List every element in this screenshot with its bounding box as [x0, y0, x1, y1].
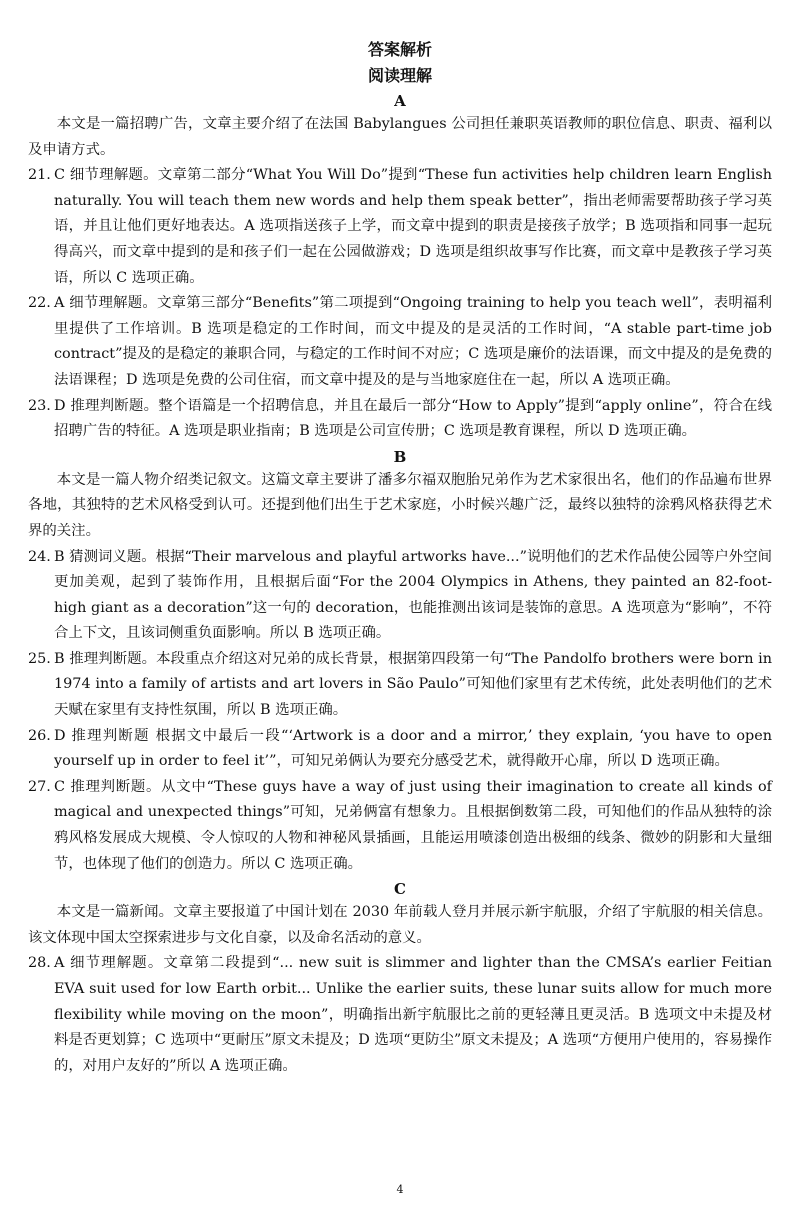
question-number: 22.: [28, 295, 51, 312]
answer-item-24: [28, 545, 772, 647]
section-heading-c: C: [394, 880, 406, 899]
question-number: 27.: [28, 778, 51, 795]
section-heading-b: B: [393, 447, 407, 466]
answer-item-27: [28, 775, 772, 877]
question-number: 28.: [28, 955, 51, 972]
section-heading-a: A: [394, 92, 406, 110]
page-title: 答案解析: [367, 40, 432, 59]
section-intro-a: 本文是一篇招聘广告，文章主要介绍了在法国 Babylangues 公司担任兼职英语教师的职位信息、职责、福利以及申请方式。: [28, 116, 772, 158]
answer-text: A 细节理解题。文章第三部分“Benefits”第二项提到“Ongoing training to help you teach well”，表明福利里提供了工作培训。B 选项是稳定的工作时间，而文中提及的是灵活的工作时间，“A stable part-time job contract”提及的是稳定的兼职合同，与稳定的工作时间不对应；C 选项是廉价的法语课，而文中提及的是免费的法语课程；D 选项是免费的公司住宿，而文章中提及的是与当地家庭住在一起，所以 A 选项正确。: [54, 295, 772, 388]
question-number: 24.: [28, 548, 51, 565]
answer-item-22: [28, 291, 772, 393]
answer-item-25: [28, 647, 772, 724]
question-number: 23.: [28, 397, 51, 414]
question-number: 26.: [28, 727, 51, 744]
document-body: [0, 90, 800, 1079]
answer-text: D 推理判断题。整个语篇是一个招聘信息，并且在最后一部分“How to Apply”提到“apply online”，符合在线招聘广告的特征。A 选项是职业指南；B 选项是公司宣传册；C 选项是教育课程，所以 D 选项正确。: [54, 397, 772, 440]
answer-text: B 推理判断题。本段重点介绍这对兄弟的成长背景，根据第四段第一句“The Pandolfo brothers were born in 1974 into a family of artists and art lovers in São Paulo”可知他们家里有艺术传统，此处表明他们的艺术天赋在家里有支持性氛围，所以 B 选项正确。: [54, 650, 772, 719]
question-number: 25.: [28, 650, 51, 667]
answer-item-21: [28, 163, 772, 291]
page-number: 4: [396, 1183, 404, 1196]
answer-text: D 推理判断题 根据文中最后一段“‘Artwork is a door and a mirror,’ they explain, ‘you have to open yourself up in order to feel it’”，可知兄弟俩认为要充分感受艺术，就得敞开心扉，所以 D 选项正确。: [54, 727, 772, 770]
answer-text: B 猜测词义题。根据“Their marvelous and playful artworks have...”说明他们的艺术作品使公园等户外空间更加美观，起到了装饰作用，且根据后面“For the 2004 Olympics in Athens, they painted an 82-foot-high giant as a decoration”这一句的 decoration，也能推测出该词是装饰的意思。A 选项意为“影响”，不符合上下文，且该词侧重负面影响。所以 B 选项正确。: [54, 548, 772, 642]
section-intro-c: 本文是一篇新闻。文章主要报道了中国计划在 2030 年前载人登月并展示新宇航服，介绍了宇航服的相关信息。该文体现中国太空探索进步与文化自豪，以及命名活动的意义。: [28, 904, 772, 946]
answer-text: C 细节理解题。文章第二部分“What You Will Do”提到“These fun activities help children learn English naturally. You will teach them new words and help them speak better”，指出老师需要帮助孩子学习英语，并且让他们更好地表达。A 选项指送孩子上学，而文章中提到的职责是接孩子放学；B 选项指和同事一起玩得高兴，而文章中提到的是和孩子们一起在公园做游戏；D 选项是组织故事写作比赛，而文章中是教孩子学习英语，所以 C 选项正确。: [54, 167, 772, 286]
answer-text: A 细节理解题。文章第二段提到“... new suit is slimmer and lighter than the CMSA’s earlier Feitian EVA suit used for low Earth orbit... Unlike the earlier suits, these lunar suits allow for much more flexibility while moving on the moon”，明确指出新宇航服比之前的更轻薄且更灵活。B 选项文中未提及材料是否更划算；C 选项中“更耐压”原文未提及；D 选项“更防尘”原文未提及；A 选项“方便用户使用的，容易操作的，对用户友好的”所以 A 选项正确。: [54, 955, 772, 1074]
section-intro-b: 本文是一篇人物介绍类记叙文。这篇文章主要讲了潘多尔福双胞胎兄弟作为艺术家很出名，他们的作品遍布世界各地，其独特的艺术风格受到认可。还提到他们出生于艺术家庭，小时候兴趣广泛，最终以独特的涂鸦风格获得艺术界的关注。: [28, 471, 772, 539]
answer-text: C 推理判断题。从文中“These guys have a way of just using their imagination to create all kinds of magical and unexpected things”可知，兄弟俩富有想象力。且根据倒数第二段，可知他们的作品从独特的涂鸦风格发展成大规模、令人惊叹的人物和神秘风景插画，且能运用喷漆创造出极细的线条、微妙的阴影和大量细节，也体现了他们的创造力。所以 C 选项正确。: [54, 778, 772, 872]
answer-item-26: [28, 724, 772, 775]
question-number: 21.: [28, 167, 51, 184]
page-subtitle: 阅读理解: [367, 66, 432, 85]
answer-item-23: [28, 394, 772, 445]
answer-item-28: [28, 951, 772, 1079]
